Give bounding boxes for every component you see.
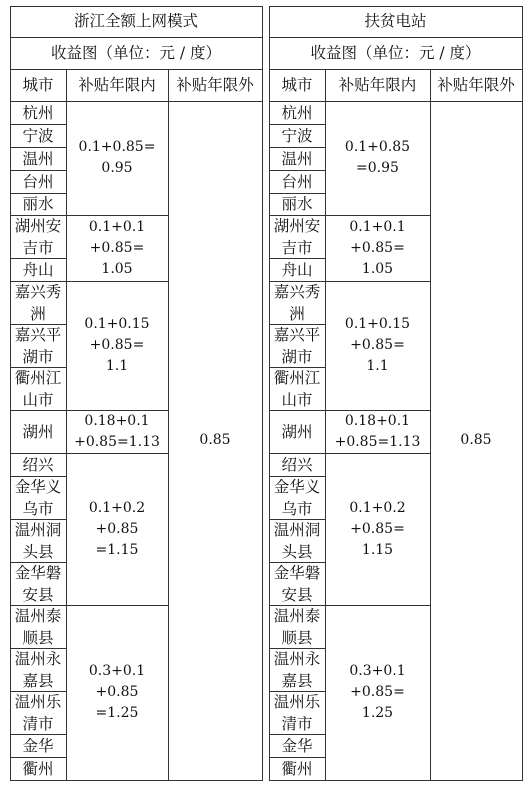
- left-col-in: 补贴年限内: [78, 75, 156, 94]
- left-city: 嘉兴秀洲: [14, 282, 62, 323]
- right-city: 丽水: [281, 195, 313, 213]
- left-city: 衢州江山市: [14, 368, 62, 409]
- left-title: 浙江全额上网模式: [73, 12, 198, 30]
- right-subsidy-value: 0.18+0.1 +0.85=1.13: [334, 412, 421, 450]
- right-subsidy-value: 0.3+0.1 +0.85= 1.25: [349, 663, 406, 721]
- right-city: 杭州: [281, 103, 313, 122]
- right-city: 金华: [281, 736, 313, 755]
- right-city: 嘉兴秀洲: [273, 282, 321, 323]
- left-city: 嘉兴平湖市: [14, 325, 62, 366]
- left-out-value: 0.85: [199, 432, 231, 448]
- right-col-city: 城市: [281, 75, 313, 94]
- left-city: 金华: [22, 736, 54, 755]
- left-city: 台州: [22, 172, 54, 191]
- left-city: 温州洞头县: [14, 520, 62, 561]
- left-city: 丽水: [22, 195, 54, 213]
- right-subtitle: 收益图（单位：元 / 度）: [310, 43, 481, 62]
- right-city: 金华义乌市: [273, 477, 321, 518]
- right-city: 金华磐安县: [273, 563, 321, 604]
- left-city: 杭州: [22, 103, 54, 122]
- left-city: 金华义乌市: [14, 477, 62, 518]
- right-city: 湖州安吉市: [273, 216, 321, 257]
- left-col-city: 城市: [22, 75, 54, 94]
- table-rule: [325, 780, 430, 781]
- right-city: 嘉兴平湖市: [273, 325, 321, 366]
- right-subsidy-value: 0.1+0.15 +0.85= 1.1: [344, 316, 411, 374]
- right-title: 扶贫电站: [364, 12, 427, 30]
- left-subsidy-value: 0.1+0.15 +0.85= 1.1: [84, 316, 150, 374]
- right-subsidy-value: 0.1+0.2 +0.85= 1.15: [349, 499, 406, 558]
- table-rule: [262, 6, 263, 781]
- left-subsidy-value: 0.18+0.1 +0.85=1.13: [74, 412, 160, 450]
- right-city: 湖州: [281, 422, 313, 441]
- right-city: 温州洞头县: [273, 520, 321, 561]
- left-subtitle: 收益图（单位：元 / 度）: [50, 43, 222, 62]
- left-subsidy-value: 0.1+0.2 +0.85 =1.15: [88, 499, 146, 558]
- left-city: 金华磐安县: [14, 563, 62, 604]
- left-subsidy-value: 0.1+0.1 +0.85= 1.05: [88, 218, 146, 277]
- right-subsidy-value: 0.1+0.85 =0.95: [344, 139, 411, 176]
- right-city: 绍兴: [281, 455, 313, 474]
- table-rule: [66, 780, 168, 781]
- right-city: 宁波: [281, 126, 313, 145]
- left-city: 舟山: [22, 260, 54, 279]
- table-rule: [10, 780, 66, 781]
- left-city: 温州乐清市: [14, 692, 62, 733]
- left-col-out: 补贴年限外: [176, 75, 254, 94]
- left-city: 绍兴: [22, 455, 54, 474]
- right-col-out: 补贴年限外: [437, 75, 515, 94]
- left-city: 温州永嘉县: [14, 649, 62, 690]
- right-city: 台州: [281, 172, 313, 191]
- right-out-value: 0.85: [460, 432, 492, 448]
- left-subsidy-value: 0.1+0.85= 0.95: [78, 139, 156, 176]
- right-city: 温州: [281, 149, 313, 168]
- right-city: 衢州: [281, 759, 313, 778]
- right-col-in: 补贴年限内: [338, 75, 417, 94]
- left-city: 湖州安吉市: [14, 216, 62, 257]
- right-city: 温州乐清市: [273, 692, 321, 733]
- right-subsidy-value: 0.1+0.1 +0.85= 1.05: [349, 218, 406, 277]
- left-city: 温州泰顺县: [14, 606, 62, 647]
- left-subsidy-value: 0.3+0.1 +0.85 =1.25: [88, 663, 146, 721]
- right-city: 温州泰顺县: [273, 606, 321, 647]
- right-city: 舟山: [281, 260, 313, 279]
- right-city: 温州永嘉县: [273, 649, 321, 690]
- left-city: 宁波: [22, 126, 54, 145]
- left-city: 温州: [22, 149, 54, 168]
- left-city: 衢州: [22, 759, 54, 778]
- table-rule: [269, 780, 325, 781]
- table-rule: [522, 6, 523, 781]
- right-city: 衢州江山市: [273, 368, 321, 409]
- left-city: 湖州: [22, 422, 54, 441]
